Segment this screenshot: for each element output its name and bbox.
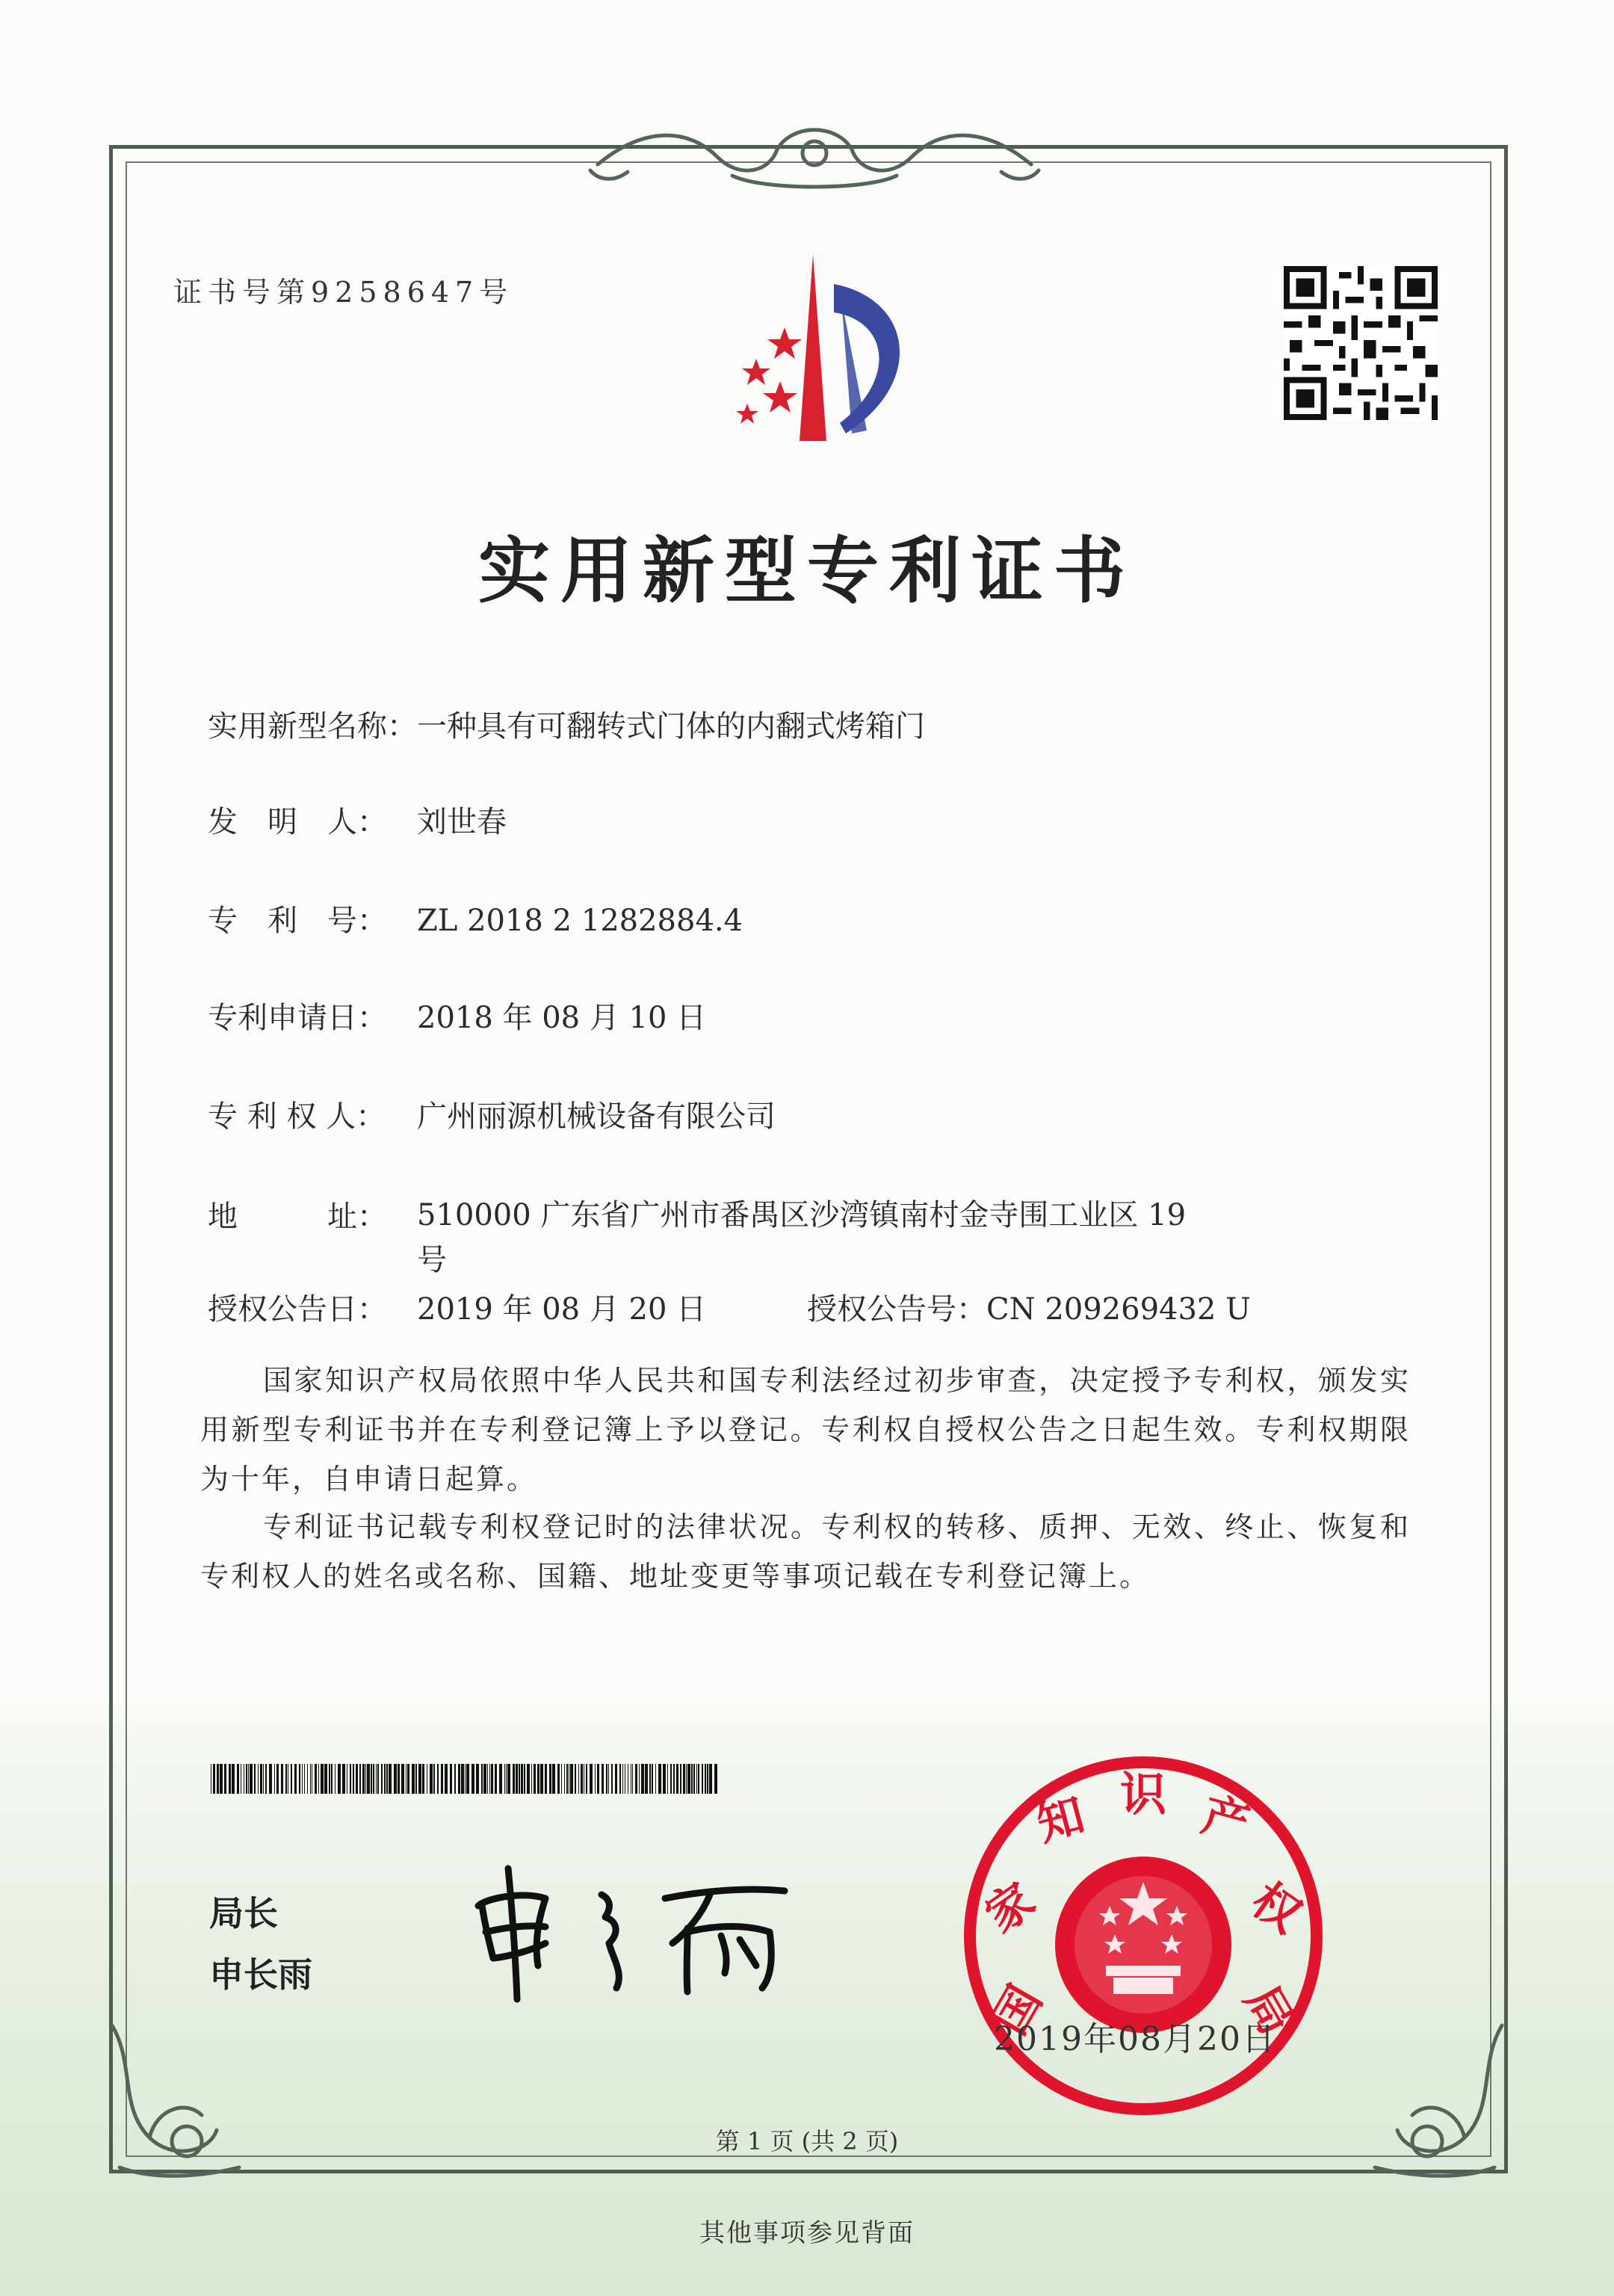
barcode-bar — [246, 1764, 247, 1794]
barcode-bar — [220, 1764, 223, 1794]
barcode-bar — [483, 1764, 486, 1794]
field-value: 刘世春 — [417, 805, 507, 839]
barcode-bar — [521, 1764, 523, 1794]
barcode-bar — [353, 1764, 354, 1794]
barcode-bar — [641, 1764, 644, 1794]
barcode-bar — [667, 1764, 668, 1794]
address-value: 510000 广东省广州市番禺区沙湾镇南村金寺围工业区 19 号 — [417, 1198, 1187, 1277]
corner-ornament-icon — [1367, 2018, 1509, 2182]
field-value: 2018 年 08 月 10 日 — [417, 1001, 707, 1035]
barcode-bar — [506, 1764, 507, 1794]
barcode-bar — [394, 1764, 397, 1794]
seal-char: 识 — [1119, 1767, 1167, 1821]
cnipa-logo-icon — [687, 254, 934, 448]
barcode-bar — [315, 1764, 317, 1794]
barcode-bar — [371, 1764, 372, 1794]
barcode-bar — [476, 1764, 479, 1794]
seal-char: 权 — [1241, 1871, 1311, 1944]
barcode-bar — [581, 1764, 583, 1794]
barcode-bar — [691, 1764, 693, 1794]
barcode-bar — [430, 1764, 433, 1794]
barcode-bar — [709, 1764, 712, 1794]
barcode-bar — [260, 1764, 262, 1794]
barcode-bar — [285, 1764, 287, 1794]
barcode-bar — [516, 1764, 518, 1794]
field-label: 地 址： — [208, 1200, 387, 1234]
barcode-bar — [487, 1764, 488, 1794]
barcode-bar — [398, 1764, 400, 1794]
field-grant-number — [807, 1286, 1251, 1328]
page-number: 第 1 页 (共 2 页) — [715, 2127, 899, 2155]
barcode-bar — [331, 1764, 333, 1794]
barcode-bar — [299, 1764, 300, 1794]
barcode-bar — [549, 1764, 551, 1794]
barcode-bar — [670, 1764, 672, 1794]
statement-paragraph: 专利证书记载专利权登记时的法律状况。专利权的转移、质押、无效、终止、恢复和专利权人的姓名或名称、国籍、地址变更等事项记载在专利登记簿上。 — [200, 1510, 1411, 1593]
barcode-bar — [412, 1764, 415, 1794]
barcode-bar — [698, 1764, 699, 1794]
barcode-bar — [663, 1764, 666, 1794]
barcode-bar — [595, 1764, 596, 1794]
barcode-bar — [645, 1764, 648, 1794]
seal-char: 家 — [975, 1871, 1045, 1944]
barcode-bar — [359, 1764, 361, 1794]
barcode-bar — [714, 1764, 717, 1794]
top-ornament-icon — [583, 112, 1046, 194]
field-label: 授权公告号： — [807, 1292, 986, 1327]
barcode-bar — [450, 1764, 452, 1794]
barcode-bar — [655, 1764, 656, 1794]
barcode-bar — [461, 1764, 464, 1794]
barcode-bar — [224, 1764, 226, 1794]
barcode-bar — [513, 1764, 515, 1794]
barcode-bar — [415, 1764, 417, 1794]
barcode-bar — [545, 1764, 547, 1794]
barcode-bar — [705, 1764, 706, 1794]
barcode-bar — [611, 1764, 613, 1794]
barcode-bar — [335, 1764, 336, 1794]
barcode-bar — [507, 1764, 510, 1794]
barcode-bar — [489, 1764, 490, 1794]
field-value: CN 209269432 U — [986, 1292, 1251, 1327]
field-label: 授权公告日： — [208, 1292, 387, 1327]
barcode-bar — [307, 1764, 308, 1794]
barcode-bar — [324, 1764, 327, 1794]
barcode-bar — [686, 1764, 687, 1794]
barcode-bar — [524, 1764, 525, 1794]
barcode-bar — [696, 1764, 697, 1794]
barcode-bar — [213, 1764, 215, 1794]
barcode-bar — [552, 1764, 555, 1794]
barcode-bar — [250, 1764, 253, 1794]
barcode-bar — [693, 1764, 695, 1794]
barcode-bar — [590, 1764, 593, 1794]
field-label: 专 利 号： — [208, 904, 387, 938]
barcode-bar — [389, 1764, 392, 1794]
barcode-bar — [254, 1764, 256, 1794]
seal-date: 2019年08月20日 — [994, 2020, 1276, 2058]
barcode-bar — [519, 1764, 520, 1794]
barcode-bar — [367, 1764, 370, 1794]
barcode-bar — [673, 1764, 675, 1794]
barcode-bar — [564, 1764, 565, 1794]
barcode-bar — [418, 1764, 421, 1794]
seal-char: 知 — [1031, 1786, 1090, 1852]
field-label: 发 明 人： — [208, 805, 387, 839]
barcode-bar — [401, 1764, 404, 1794]
barcode-bar — [602, 1764, 604, 1794]
corner-ornament-icon — [105, 2018, 247, 2182]
barcode-bar — [342, 1764, 345, 1794]
national-emblem-seal-icon — [956, 1749, 1330, 2123]
field-grant-date — [208, 1286, 706, 1328]
barcode-bar — [237, 1764, 239, 1794]
barcode-bar — [465, 1764, 466, 1794]
barcode-bar — [291, 1764, 292, 1794]
director-name: 申长雨 — [209, 1954, 312, 1995]
field-value: 一种具有可翻转式门体的内翻式烤箱门 — [417, 709, 925, 744]
barcode-bar — [294, 1764, 297, 1794]
barcode-bar — [619, 1764, 621, 1794]
barcode-bar — [606, 1764, 607, 1794]
barcode-bar — [632, 1764, 633, 1794]
barcode-bar — [373, 1764, 374, 1794]
barcode-bar — [276, 1764, 279, 1794]
field-inventor — [208, 798, 507, 841]
barcode-bar — [407, 1764, 409, 1794]
barcode-bar — [433, 1764, 435, 1794]
field-utility-model-name — [208, 703, 925, 745]
barcode-bar — [381, 1764, 383, 1794]
barcode-bar — [537, 1764, 539, 1794]
barcode-bar — [680, 1764, 681, 1794]
barcode-bar — [329, 1764, 330, 1794]
barcode-bar — [578, 1764, 579, 1794]
qr-code-icon — [1284, 266, 1438, 420]
barcode-bar — [384, 1764, 386, 1794]
barcode-bar — [531, 1764, 532, 1794]
barcode-bar — [441, 1764, 443, 1794]
barcode-bar — [281, 1764, 283, 1794]
barcode-bar — [458, 1764, 460, 1794]
barcode-bar — [561, 1764, 562, 1794]
barcode-bar — [471, 1764, 474, 1794]
barcode-bar — [229, 1764, 231, 1794]
barcode-bar — [304, 1764, 305, 1794]
director-title: 局长 — [209, 1893, 278, 1934]
field-value: 2019 年 08 月 20 日 — [417, 1292, 707, 1327]
barcode-bar — [263, 1764, 264, 1794]
barcode-bar — [570, 1764, 573, 1794]
barcode-bar — [504, 1764, 505, 1794]
barcode-bar — [362, 1764, 365, 1794]
field-value: 广州丽源机械设备有限公司 — [417, 1099, 776, 1134]
barcode-bar — [608, 1764, 609, 1794]
barcode-bar — [318, 1764, 319, 1794]
barcode-bar — [217, 1764, 219, 1794]
field-label: 实用新型名称： — [208, 709, 417, 744]
back-note: 其他事项参见背面 — [699, 2218, 915, 2248]
barcode-bar — [365, 1764, 366, 1794]
certificate-number: 证书号第9258647号 — [173, 276, 514, 309]
barcode-bar — [437, 1764, 439, 1794]
certificate-title: 实用新型专利证书 — [478, 528, 1136, 613]
barcode-bar — [232, 1764, 235, 1794]
barcode-bar — [495, 1764, 497, 1794]
barcode-icon — [211, 1764, 719, 1794]
barcode-bar — [376, 1764, 377, 1794]
barcode-bar — [540, 1764, 543, 1794]
barcode-bar — [575, 1764, 576, 1794]
barcode-bar — [422, 1764, 424, 1794]
barcode-bar — [566, 1764, 568, 1794]
field-address — [208, 1193, 417, 1235]
barcode-bar — [615, 1764, 617, 1794]
barcode-bar — [386, 1764, 388, 1794]
barcode-bar — [622, 1764, 623, 1794]
barcode-bar — [265, 1764, 267, 1794]
statement-paragraph: 国家知识产权局依照中华人民共和国专利法经过初步审查，决定授予专利权，颁发实用新型专利证书并在专利登记簿上予以登记。专利权自授权公告之日起生效。专利权期限为十年，自申请日起算。 — [200, 1364, 1411, 1496]
barcode-bar — [649, 1764, 651, 1794]
barcode-bar — [707, 1764, 708, 1794]
barcode-bar — [534, 1764, 536, 1794]
field-patent-number — [208, 897, 743, 939]
seal-char: 国 — [982, 1976, 1053, 2044]
barcode-bar — [248, 1764, 249, 1794]
field-patentee — [208, 1093, 776, 1135]
barcode-bar — [454, 1764, 456, 1794]
seal-char: 局 — [1234, 1976, 1305, 2044]
barcode-bar — [652, 1764, 653, 1794]
barcode-bar — [499, 1764, 502, 1794]
barcode-bar — [527, 1764, 530, 1794]
barcode-bar — [639, 1764, 640, 1794]
seal-char: 产 — [1196, 1786, 1255, 1852]
field-label: 专利申请日： — [208, 1001, 387, 1035]
field-value: ZL 2018 2 1282884.4 — [417, 904, 743, 938]
barcode-bar — [635, 1764, 637, 1794]
barcode-bar — [702, 1764, 703, 1794]
barcode-bar — [557, 1764, 560, 1794]
barcode-bar — [310, 1764, 311, 1794]
barcode-bar — [658, 1764, 661, 1794]
director-signature-icon — [463, 1861, 822, 2003]
barcode-bar — [274, 1764, 275, 1794]
barcode-bar — [683, 1764, 685, 1794]
barcode-bar — [466, 1764, 469, 1794]
barcode-bar — [258, 1764, 259, 1794]
barcode-bar — [269, 1764, 272, 1794]
barcode-bar — [302, 1764, 303, 1794]
barcode-bar — [445, 1764, 448, 1794]
barcode-bar — [321, 1764, 324, 1794]
barcode-bar — [377, 1764, 379, 1794]
barcode-bar — [586, 1764, 587, 1794]
field-application-date — [208, 994, 706, 1037]
barcode-bar — [481, 1764, 483, 1794]
barcode-bar — [491, 1764, 493, 1794]
barcode-bar — [597, 1764, 599, 1794]
barcode-bar — [338, 1764, 341, 1794]
barcode-bar — [350, 1764, 351, 1794]
barcode-bar — [676, 1764, 678, 1794]
barcode-bar — [356, 1764, 358, 1794]
barcode-bar — [687, 1764, 690, 1794]
field-label: 专 利 权 人： — [208, 1099, 386, 1134]
